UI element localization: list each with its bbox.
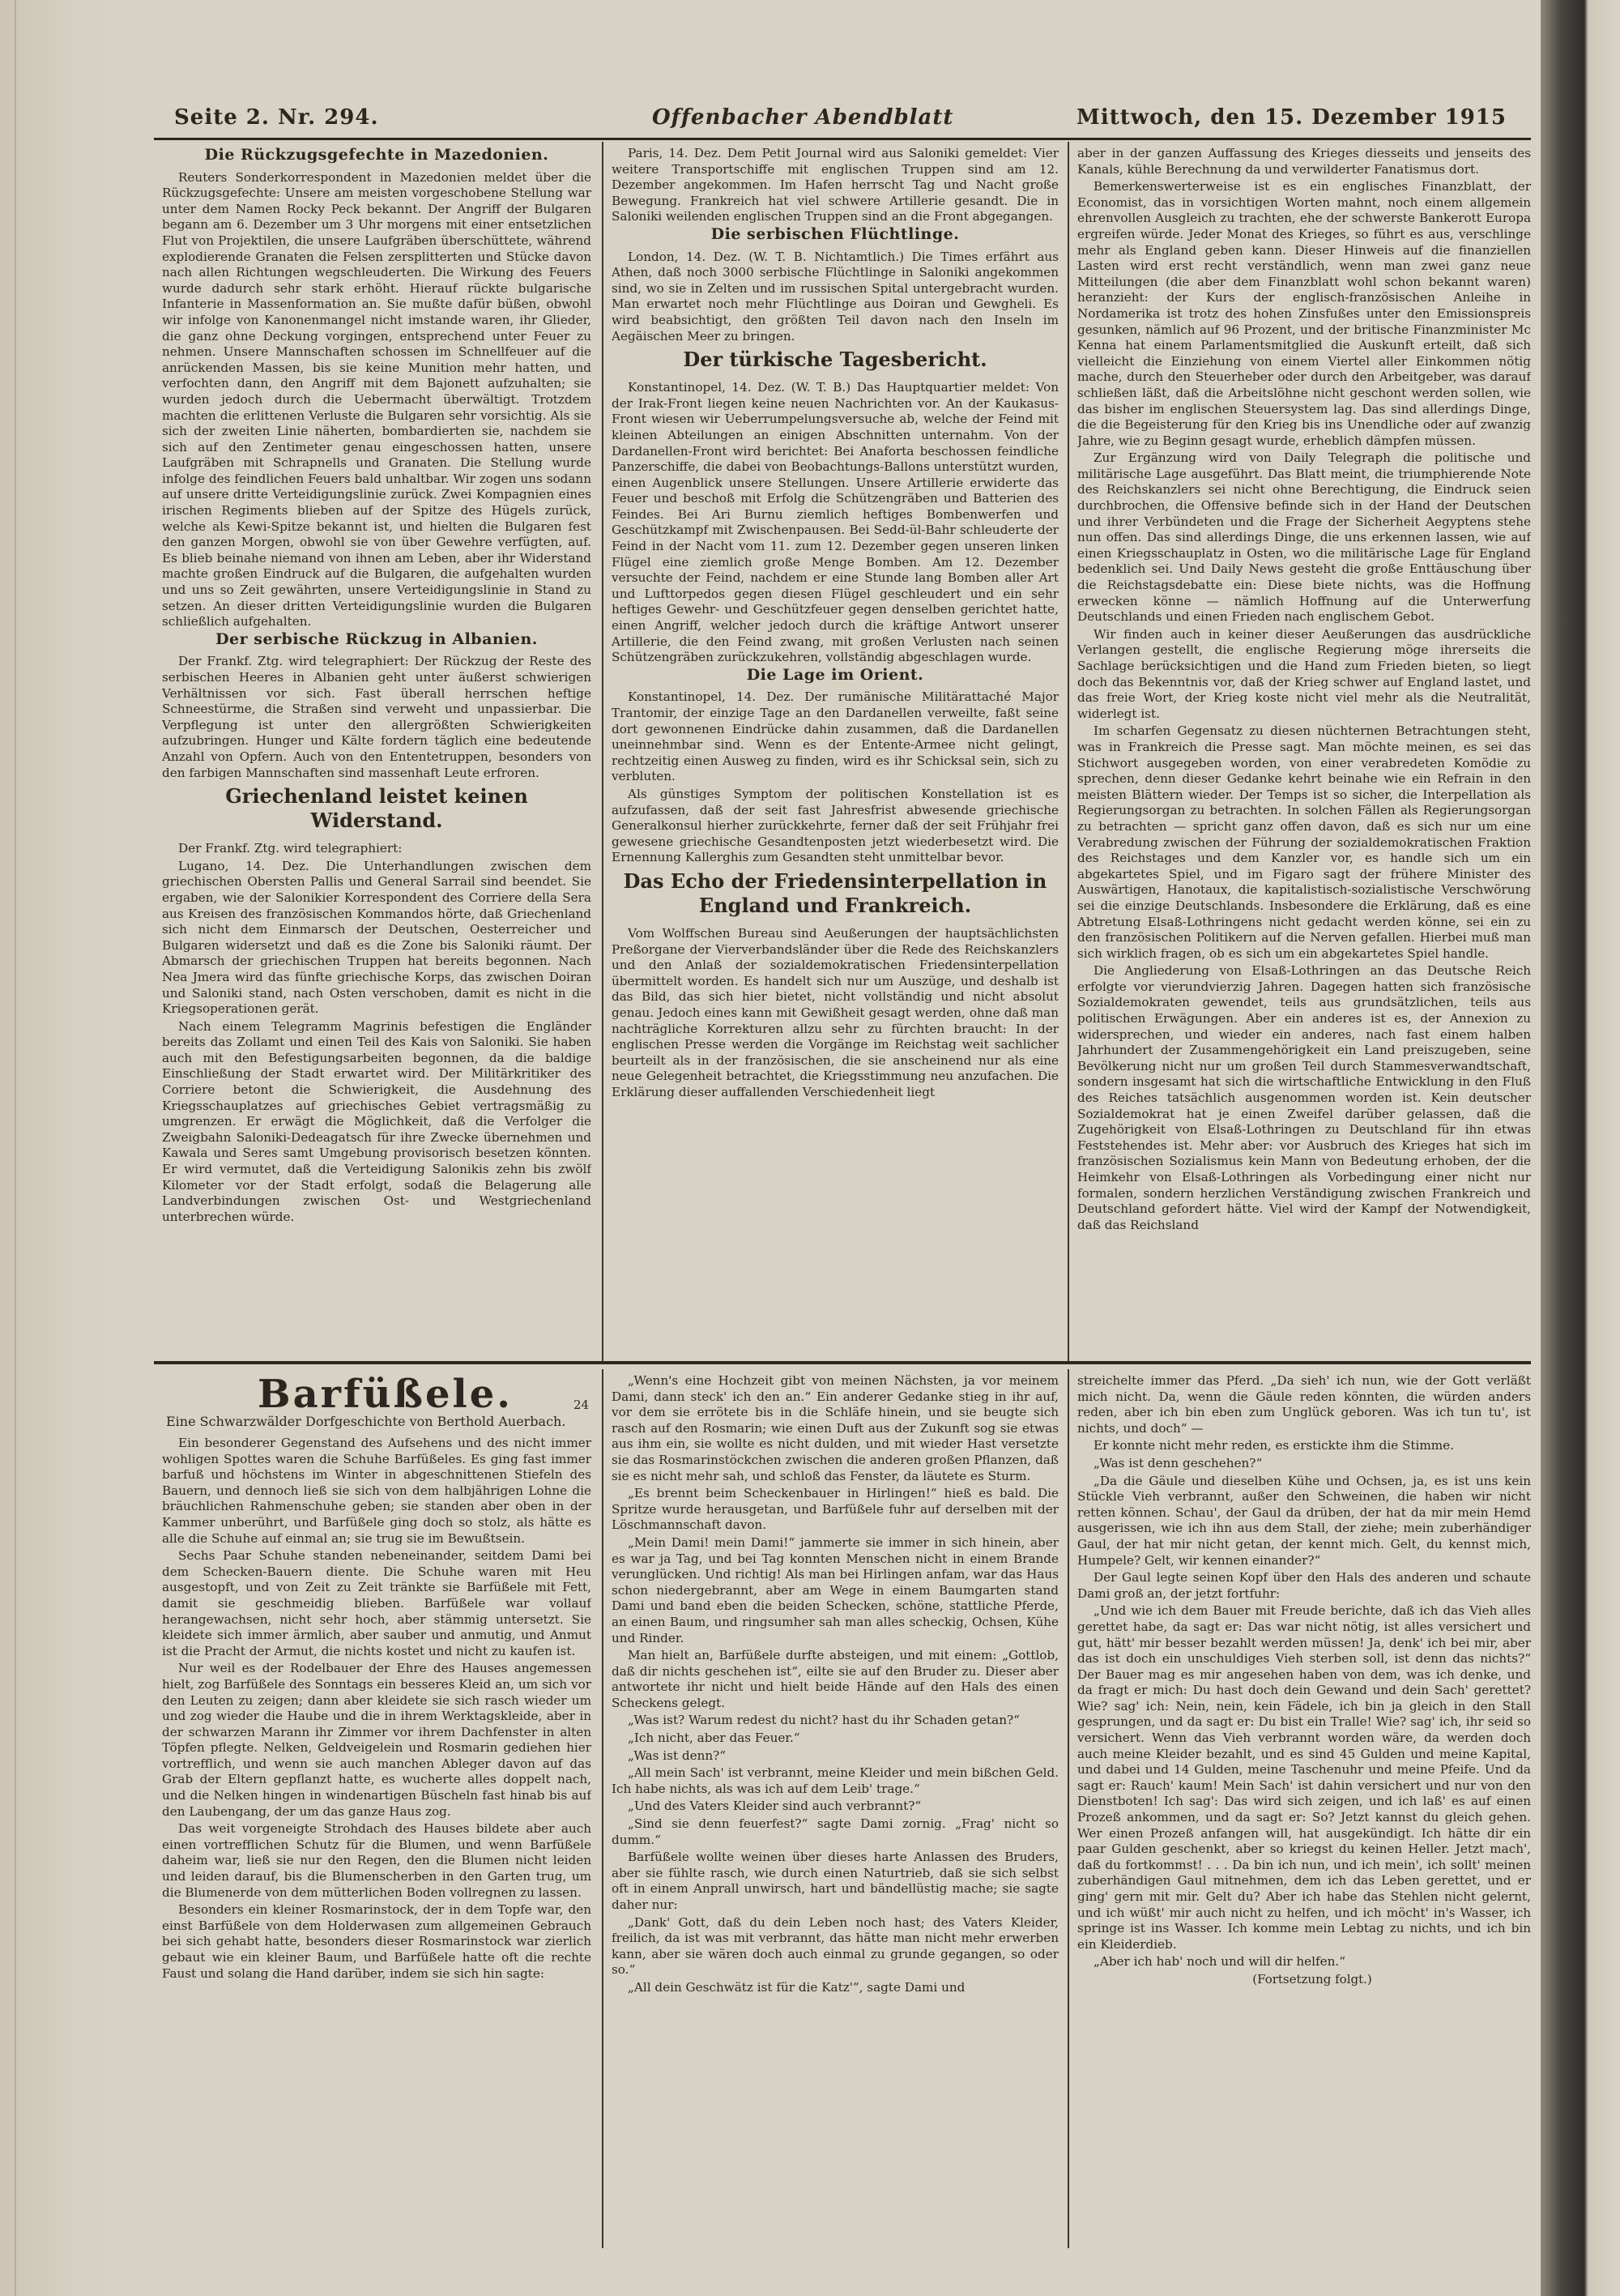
article-text: Reuters Sonderkorrespondent in Mazedonien meldet über die Rückzugsgefechte: Unsere am meisten vorgeschobene Stellung war unter dem Namen Rocky Peck bekannt. Der Angriff der Bulgaren begann am 6. Dezember um 3 Uhr morgens mit einer entsetzlichen Flut von Projektilen, die unsere Laufgräben überschüttete, während explodierende Granaten die Felsen zersplitterten und Stücke davon nach allen Richtungen wegschleuderten. Die Wirkung des Feuers wurde dadurch sehr stark erhöht. Hierauf rückte bulgarische Infanterie in Massenformation an. Sie mußte dafür büßen, obwohl wir infolge von Kanonenmangel nicht imstande waren, ihr Glieder, die ganz ohne Deckung vorgingen, entsprechend unter Feuer zu nehmen. Unsere Mannschaften schossen im Schnellfeuer auf die anrückenden Massen, bis sie keine Munition mehr hatten, und verfochten dann, den Angriff mit dem Bajonett aufzuhalten; sie wurden jedoch durch die Uebermacht überwältigt. Trotzdem machten die erlittenen Verluste die Bulgaren sehr vorsichtig. Als sie sich der zweiten Linie näherten, bombardierten sie, nachdem sie sich auf den Zentimeter genau eingeschossen hatten, unsere Laufgräben mit Schrapnells und Granaten. Die Stellung wurde infolge des feindlichen Feuers bald unhaltbar. Wir zogen uns sodann auf unsere dritte Verteidigungslinie zurück. Zwei Kompagnien eines irischen Regiments blieben auf der Spitze des Hügels zurück, welche als Kewi-Spitze bekannt ist, und hielten die Bulgaren fest den ganzen Morgen, obwohl sie von über Gewehre verfügten, auf. Es blieb beinahe niemand von ihnen am Leben, aber ihr Widerstand machte großen Eindruck auf die Bulgaren, die aufgehalten wurden und uns so Zeit gewährten, unsere Verteidigungslinie in Stand zu setzen. An dieser dritten Verteidigungslinie wurden die Bulgaren schließlich aufgehalten. bbox=[162, 169, 591, 629]
masthead-title: Offenbacher Abendblatt bbox=[652, 105, 954, 130]
story-text: Der Gaul legte seinen Kopf über den Hals des anderen und schaute Dami groß an, der jetzt fortfuhr: bbox=[1077, 1570, 1531, 1601]
story-text: „Wenn's eine Hochzeit gibt von meinen Nächsten, ja vor meinem Dami, dann steck' ich den an.“ Ein anderer Gedanke stieg in ihr auf, vor dem sie errötete bis in die Schläfe hinein, und sie beugte sich rasch auf den Rosmarin; wie einen Duft aus der Zukunft sog sie etwas aus ihm ein, sie wollte es nicht dulden, und mit wieder Hast versetzte sie das Rosmarinstöckchen zwischen die anderen großen Pflanzen, daß sie es nicht mehr sah, und schloß das Fenster, da läutete es Sturm. bbox=[612, 1373, 1059, 1483]
article-text: Paris, 14. Dez. Dem Petit Journal wird aus Saloniki gemeldet: Vier weitere Transportschiffe mit englischen Truppen sind am 12. Dezember angekommen. Im Hafen herrscht Tag und Nacht große Bewegung. Frankreich hat viel schwere Artillerie gesandt. Die in Saloniki weilenden englischen Truppen sind an die Front abgegangen. bbox=[612, 146, 1059, 224]
section-rule bbox=[154, 1361, 1531, 1364]
story-text: Er konnte nicht mehr reden, es erstickte ihm die Stimme. bbox=[1094, 1438, 1454, 1453]
headline-friedensinterpellation: Das Echo der Friedensinterpellation in England und Frankreich. bbox=[623, 868, 1047, 917]
column-3 bbox=[1077, 146, 1531, 1357]
story-text: „Und des Vaters Kleider sind auch verbrannt?“ bbox=[628, 1799, 922, 1814]
story-text: „All dein Geschwätz ist für die Katz'“, sagte Dami und bbox=[628, 1979, 966, 1995]
right-gutter-shadow bbox=[1541, 0, 1620, 2296]
headline-orient: Die Lage im Orient. bbox=[746, 665, 924, 684]
story-text: „Sind sie denn feuerfest?“ sagte Dami zornig. „Frag' nicht so dumm.“ bbox=[612, 1816, 1059, 1847]
story-text: streichelte immer das Pferd. „Da sieh' ich nun, wie der Gott verläßt mich nicht. Da, wenn die Gäule reden könnten, die würden anders reden, aber ich bin eben zum Unglück geboren. Was ich tun tu', ist nichts, und doch“ — bbox=[1077, 1373, 1531, 1436]
story-text: „Ich nicht, aber das Feuer.“ bbox=[628, 1731, 800, 1746]
article-text: Als günstiges Symptom der politischen Konstellation ist es aufzufassen, daß der seit fast Jahresfrist abwesende griechische Generalkonsul hierher zurückkehrte, ferner daß der seit Frühjahr frei gewesene griechische Gesandtenposten jetzt wiederbesetzt wird. Die Ernennung Kallerghis zum Gesandten steht unmittelbar bevor. bbox=[612, 786, 1059, 865]
story-text: „Und wie ich dem Bauer mit Freude berichte, daß ich das Vieh alles gerettet habe, da sagt er: Das war nicht nötig, ist alles versichert und gut, hätt' mir besser bezahlt werden müssen! Ja, denk' ich bei mir, aber das ist doch ein unschuldiges Vieh sterben soll, ist denn das nichts?“ Der Bauer mag es mir angesehen haben von dem, was ich denke, und da fragt er mich: Du hast doch dein Gewand und dein Sach' gerettet? Wie? sag' ich: Nein, nein, kein Fädele, ich bin ja gleich in den Stall gesprungen, und da sagt er: Du bist ein Tralle! Wie? sag' ich, ihr seid so versichert. Wenn das Vieh verbrannt worden wäre, da werden doch auch meine Kleider bezahlt, und es sind 45 Gulden und meine Kapital, und dabei und 14 Gulden, meine Taschenuhr und meine Pfeife. Und da sagt er: Rauch' kaum! Mein Sach' ist dahin versichert und nur von den Dienstboten! Ich sag': Das wird sich zeigen, und ich laß' es auf einen Prozeß ankommen, und da sagt er: So? Jetzt kannst du gleich gehen. Wer einen Prozeß anfangen will, hat ausgekündigt. Ich hätte dir ein paar Gulden geschenkt, aber so kriegst du keinen Heller. Jetzt mach', daß du fortkommst! . . . Da bin ich nun, und ich mein', ich sollt' meinen zuberhändigen Gaul mitnehmen, dem ich das Leben gerettet, und er ging' gern mit mir. Gelt du? Aber ich habe das Stehlen nicht gelernt, und ich wüßt' mir auch nicht zu helfen, und ich möcht' in's Wasser, ich springe ist ins Wasser. Ich komme mein Lebtag zu nichts, und ich bin ein Kleiderdieb. bbox=[1077, 1603, 1531, 1952]
story-column-2 bbox=[612, 1373, 1059, 2256]
article-text: Im scharfen Gegensatz zu diesen nüchternen Betrachtungen steht, was in Frankreich die Presse sagt. Man möchte meinen, es sei das Stichwort ausgegeben worden, von einer verabredeten Komödie zu sprechen, denn dieser Gedanke kehrt beinahe wie ein Refrain in den meisten Blättern wieder. Der Temps ist so sicher, die Interpellation als Regierungsorgan zu betrachten. In solchen Fällen als Regierungsorgan zu betrachten — spricht ganz offen davon, daß es sich nur um eine Verabredung zwischen der Führung der sozialdemokratischen Fraktion des Reichstages und dem Kanzler vor, es handle sich um ein abgekartetes Spiel, und im Figaro sagt der frühere Minister des Auswärtigen, Hanotaux, die kapitalistisch-sozialistische Verschwörung sei die einzige Deutschlands. Insbesondere die Erklärung, daß es eine Abtretung Elsaß-Lothringens nicht gedacht werden könne, sei ein zu den französischen Politikern auf die Nerven gefallen. Hierbei muß man sich wirklich fragen, ob es sich um ein abgekartetes Spiel handle. bbox=[1077, 723, 1531, 961]
installment-number: 24 bbox=[573, 1398, 590, 1412]
article-text: Der Frankf. Ztg. wird telegraphiert: bbox=[178, 841, 403, 856]
article-text: Vom Wolffschen Bureau sind Aeußerungen der hauptsächlichsten Preßorgane der Vierverbandsländer über die Rede des Reichskanzlers und den Anlaß der sozialdemokratischen Friedensinterpellation übermittelt worden. Es handelt sich nur um Auszüge, und deshalb ist das Bild, das sich hier bietet, nicht vollständig und nicht absolut genau. Jedoch eines kann mit Gewißheit gesagt werden, ohne daß man nachträgliche Korrekturen allzu sehr zu fürchten braucht: In der englischen Presse werden die Vorgänge im Reichstag weit sachlicher beurteilt als in der französischen, die sie anscheinend nur als eine neue Gelegenheit betrachtet, die Kriegsstimmung neu anzufachen. Die Erklärung dieser auffallenden Verschiedenheit liegt bbox=[612, 925, 1059, 1099]
story-text: „Aber ich hab' noch und will dir helfen.“ bbox=[1094, 1954, 1345, 1970]
story-text: „Mein Dami! mein Dami!“ jammerte sie immer in sich hinein, aber es war ja Tag, und bei Tag konnten Menschen nicht in einem Brande verunglücken. Und richtig! Als man bei Hirlingen anfam, war das Haus schon niedergebrannt, aber am Wege in einem Baumgarten stand Dami und band eben die beiden Schecken, schöne, stattliche Pferde, an einen Baum, und ringsumher sah man alles scheckig, Ochsen, Kühe und Rinder. bbox=[612, 1534, 1059, 1645]
story-text: „Was ist denn?“ bbox=[628, 1748, 727, 1763]
article-text: Konstantinopel, 14. Dez. Der rumänische Militärattaché Major Trantomir, der einzige Tage an den Dardanellen verweilte, faßt seine dort gewonnenen Eindrücke dahin zusammen, daß die Dardanellen uneinnehmbar sind. Wenn es der Entente-Armee nicht gelingt, rechtzeitig einen Ausweg zu finden, wird es ihr Schicksal sein, sich zu verbluten. bbox=[612, 689, 1059, 784]
article-text: Wir finden auch in keiner dieser Aeußerungen das ausdrückliche Verlangen gestellt, die englische Regierung möge ihrerseits die Sachlage berücksichtigen und die Hand zum Frieden bieten, so liegt doch das Bekenntnis vor, daß der Krieg schwer auf England lastet, und das freie Wort, der Krieg koste nicht viel mehr als die Neutralität, widerlegt ist. bbox=[1077, 626, 1531, 721]
story-text: Ein besonderer Gegenstand des Aufsehens und des nicht immer wohligen Spottes waren die Schuhe Barfüßeles. Es ging fast immer barfuß und höchstens im Winter in abgeschnittenen Stiefeln des Bauern, und dennoch ließ sie sich von dem halbjährigen Lohne die bräuchlichen Rahmenschuhe geben; sie standen aber oben in der Kammer unberührt, und Barfüßele ging doch so stolz, als hätte es alle die Schuhe auf einmal an; sie trug sie im Bewußtsein. bbox=[162, 1436, 591, 1546]
story-subtitle: Eine Schwarzwälder Dorfgeschichte von Berthold Auerbach. bbox=[166, 1414, 566, 1429]
article-text: Konstantinopel, 14. Dez. (W. T. B.) Das Hauptquartier meldet: Von der Irak-Front liegen keine neuen Nachrichten vor. An der Kaukasus-Front wiesen wir Ueberrumpelungsversuche ab, welche der Feind mit kleinen Abteilungen an einigen Abschnitten unternahm. Von der Dardanellen-Front wird berichtet: Bei Anaforta beschossen feindliche Panzerschiffe, die dabei von Beobachtungs-Ballons unterstützt wurden, einen Augenblick unsere Stellungen. Unsere Artillerie erwiderte das Feuer und beschoß mit Erfolg die Schützengräben und Batterien des Feindes. Bei Ari Burnu ziemlich heftiges Bombenwerfen und Geschützkampf mit Zwischenpausen. Bei Sedd-ül-Bahr schleuderte der Feind in der Nacht vom 11. zum 12. Dezember gegen unseren linken Flügel eine ziemlich große Menge Bomben. Am 12. Dezember versuchte der Feind, nachdem er eine Stunde lang Bomben aller Art und Lufttorpedos gegen diesen Flügel geschleudert und ein sehr heftiges Gewehr- und Geschützfeuer gegen denselben gerichtet hatte, einen Angriff, welcher jedoch durch die kräftige Antwort unserer Artillerie, die den Feind zwang, mit großen Verlusten nach seinen Schützengräben zurückzukehren, vollständig abgeschlagen wurde. bbox=[612, 380, 1059, 665]
column-1 bbox=[162, 146, 591, 1357]
article-text: Nach einem Telegramm Magrinis befestigen die Engländer bereits das Zollamt und einen Teil des Kais von Saloniki. Sie haben auch mit den Befestigungsarbeiten begonnen, da die baldige Einschließung der Stadt erwartet wird. Der Militärkritiker des Corriere betont die Schwierigkeit, die Ausdehnung des Kriegsschauplatzes auf griechisches Gebiet vertragsmäßig zu umgrenzen. Er erwägt die Möglichkeit, daß die Verfolger die Zweigbahn Saloniki-Dedeagatsch für ihre Zwecke übernehmen und Kawala und Seres samt Umgebung provisorisch besetzen könnten. Er wird vermutet, daß die Verteidigung Salonikis zehn bis zwölf Kilometer vor der Stadt erfolgt, sodaß die Belagerung alle Landverbindungen zwischen Ost- und Westgriechenland unterbrechen würde. bbox=[162, 1018, 591, 1224]
story-text: Nur weil es der Rodelbauer der Ehre des Hauses angemessen hielt, zog Barfüßele des Sonntags ein besseres Kleid an, um sich vor den Leuten zu zeigen; dann aber kleidete sie sich rasch wieder um und zog wieder die Haube und die in ihrem Werktagskleide, aber in der schwarzen Marann ihr Zimmer vor ihrem Dachfenster in alten Töpfen pflegte. Nelken, Geldveigelein und Rosmarin gediehen hier vortrefflich, und wenn sie auch manchen Ableger davon auf das Grab der Eltern gepflanzt hatte, es wucherte alles doppelt nach, und die Nelken hingen in windenartigen Büscheln fast hinab bis auf den Laubengang, der um das ganze Haus zog. bbox=[162, 1661, 591, 1819]
article-text: London, 14. Dez. (W. T. B. Nichtamtlich.) Die Times erfährt aus Athen, daß noch 3000 serbische Flüchtlinge in Saloniki angekommen sind, wo sie in Zelten und im russischen Spital untergebracht wurden. Man erwartet noch mehr Flüchtlinge aus Doiran und Gewgheli. Es wird beabsichtigt, den größten Teil davon nach den Inseln im Aegäischen Meer zu bringen. bbox=[612, 249, 1059, 344]
headline-tagesbericht: Der türkische Tagesbericht. bbox=[683, 348, 987, 372]
story-text: „Da die Gäule und dieselben Kühe und Ochsen, ja, es ist uns kein Stückle Vieh verbrannt, außer den Schweinen, die haben wir nicht retten können. Schau', der Gaul da drüben, der hat da mir mein Hemd ausgerissen, wie ich ihn aus dem Stall, der ziehe; mein zuberhändiger Gaul, der hat mir nicht getan, der kennt mich. Gelt, du kennst mich, Humpele? Gelt, wir kennen einander?“ bbox=[1077, 1473, 1531, 1568]
article-text: aber in der ganzen Auffassung des Krieges diesseits und jenseits des Kanals, kühle Berechnung da und verwilderter Fanatismus dort. bbox=[1077, 146, 1531, 177]
headline-fluechtlinge: Die serbischen Flüchtlinge. bbox=[710, 224, 960, 243]
column-rule bbox=[602, 1369, 603, 2248]
story-text: Das weit vorgeneigte Strohdach des Hauses bildete aber auch einen vortrefflichen Schutz für die Blumen, und wenn Barfüßele daheim war, ließ sie nur den Regen, den die Blumen nicht leiden und leiden darauf, bis die Blumenscherben in den Garten trug, um die Blumenerde von dem mütterlichen Boden vollregnen zu lassen. bbox=[162, 1821, 591, 1900]
article-text: Zur Ergänzung wird von Daily Telegraph die politische und militärische Lage ausgeführt. Das Blatt meint, die triumphierende Note des Reichskanzlers sei nicht ohne Berechtigung, die Eindruck seien durchbrochen, die Offensive befinde sich in der Hand der Deutschen und ihrer Verbündeten und die Frage der Sicherheit Aegyptens stehe nun offen. Das sind allerdings Dinge, die uns erkennen lassen, wie auf einen Kriegsschauplatz in Osten, wo die militärische Lage für England bedenklich sei. Und Daily News gesteht die große Enttäuschung über die Reichstagsdebatte ein: Diese biete nichts, was die Hoffnung erwecken könne — nämlich Hoffnung auf die Unterwerfung Deutschlands und einen Frieden nach englischem Gebot. bbox=[1077, 450, 1531, 625]
story-text: „Was ist denn geschehen?“ bbox=[1094, 1455, 1263, 1470]
article-text: Lugano, 14. Dez. Die Unterhandlungen zwischen dem griechischen Obersten Pallis und General Sarrail sind beendet. Sie ergaben, wie der Salonikier Korrespondent des Corriere della Sera aus Kreisen des französischen Kommandos hörte, daß Griechenland sich nicht dem Einmarsch der Deutschen, Oesterreicher und Bulgaren widersetzt und daß es die Zone bis Saloniki räumt. Der Abmarsch der griechischen Truppen hat bereits begonnen. Nach Nea Jmera wird das fünfte griechische Korps, das zwischen Doiran und Saloniki stand, nach Osten verschoben, damit es nicht in die Kriegsoperationen gerät. bbox=[162, 858, 591, 1017]
column-rule bbox=[1068, 1369, 1069, 2248]
page-header bbox=[150, 105, 1531, 139]
story-text: „Es brennt beim Scheckenbauer in Hirlingen!“ hieß es bald. Die Spritze wurde herausgetan, und Barfüßele fuhr auf derselben mit der Löschmannschaft davon. bbox=[612, 1486, 1059, 1533]
story-title: Barfüßele. bbox=[258, 1372, 513, 1417]
article-text: Der Frankf. Ztg. wird telegraphiert: Der Rückzug der Reste des serbischen Heeres in Albanien geht unter äußerst schwierigen Verhältnissen vor sich. Fast überall herrschen heftige Schneestürme, die Straßen sind verweht und unpassierbar. Die Verpflegung ist unter den allergrößten Schwierigkeiten aufzubringen. Hunger und Kälte fordern täglich eine bedeutende Anzahl von Opfern. Auch von den Ententetruppen, besonders von den farbigen Mannschaften sind massenhaft Leute erfroren. bbox=[162, 654, 591, 780]
issue-date: Mittwoch, den 15. Dezember 1915 bbox=[1076, 105, 1507, 130]
story-text: „All mein Sach' ist verbrannt, meine Kleider und mein bißchen Geld. Ich habe nichts, als was ich auf dem Leib' trage.“ bbox=[612, 1765, 1059, 1796]
story-text: Man hielt an, Barfüßele durfte absteigen, und mit einem: „Gottlob, daß dir nichts geschehen ist“, eilte sie auf den Bruder zu. Dieser aber antwortete ihr nicht und hielt beide Hände auf den Hals des einen Scheckens gelegt. bbox=[612, 1648, 1059, 1710]
story-text: „Was ist? Warum redest du nicht? hast du ihr Schaden getan?“ bbox=[628, 1713, 1020, 1728]
article-text: Die Angliederung von Elsaß-Lothringen an das Deutsche Reich erfolgte vor vierundvierzig Jahren. Dagegen hatten sich französische Sozialdemokraten gewendet, teils aus grundsätzlichen, teils aus politischen Erwägungen. Aber ein anderes ist es, der Annexion zu widersprechen, und wieder ein anderes, nach fast einem halben Jahrhundert der Zusammengehörigkeit ein Land preiszugeben, seine Bevölkerung nicht nur um großen Teil durch Stammesverwandtschaft, sondern insgesamt hat sich die wirtschaftliche Entwicklung in den Fluß des Reiches tatsächlich ausgenommen worden ist. Kein deutscher Sozialdemokrat hat je einen Zweifel darüber gelassen, daß die Zugehörigkeit von Elsaß-Lothringen zu Deutschland für ihn etwas Feststehendes ist. Mehr aber: vor Ausbruch des Krieges hat sich im französischen Sozialismus kein Mann von Bedeutung erhoben, der die Heimkehr von Elsaß-Lothringen als Vorbedingung einer nicht nur formalen, sondern herzlichen Verständigung zwischen Frankreich und Deutschland gefordert hätte. Viel wird der Kampf der Notwendigkeit, daß das Reichsland bbox=[1077, 963, 1531, 1232]
page-number: Seite 2. Nr. 294. bbox=[174, 105, 379, 130]
headline-griechenland: Griechenland leistet keinen Widerstand. bbox=[225, 784, 528, 833]
column-rule bbox=[1068, 142, 1069, 1361]
story-text: „Dank' Gott, daß du dein Leben noch hast; des Vaters Kleider, freilich, da ist was mit verbrannt, das hätte man nicht mehr erwerben kann, aber sie wären doch auch einmal zu grunde gegangen, so oder so.“ bbox=[612, 1914, 1059, 1978]
article-text: Bemerkenswerterweise ist es ein englisches Finanzblatt, der Economist, das in vorsichtigen Worten mahnt, noch einem allgemein ehrenvollen Ausgleich zu trachten, ehe der schwerste Bankerott Europa ergreifen würde. Jeder Monat des Krieges, so führt es aus, verschlinge mehr als England geben kann. Dieser Hinweis auf die finanziellen Lasten wird erst recht verständlich, wenn man zwei ganz neue Mitteilungen (die aber dem Finanzblatt wohl schon bekannt waren) heranzieht: der Kurs der englisch-französischen Anleihe in Nordamerika ist trotz des hohen Zinsfußes unter den Emissionspreis gesunken, nämlich auf 96 Prozent, und der britische Finanzminister Mc Kenna hat einem Parlamentsmitglied die Auskunft erteilt, daß sich vielleicht die Einziehung von einem Viertel aller Einkommen nötig mache, durch den Steuerheber oder durch den Arbeitgeber, was darauf schließen läßt, daß die Arbeitslöhne nicht geschont werden sollen, wie das bisher im englischen Steuersystem lag. Das sind allerdings Dinge, die die Begeisterung für den Krieg bis ins Unendliche oder auf zwanzig Jahre, wie zu Beginn gesagt wurde, erheblich dämpfen müssen. bbox=[1077, 179, 1531, 448]
story-column-1 bbox=[162, 1436, 591, 2254]
left-binding-edge bbox=[0, 0, 122, 2296]
story-text: Barfüßele wollte weinen über dieses harte Anlassen des Bruders, aber sie fühlte rasch, wie durch einen Naturtrieb, daß sie sich selbst oft in einem Anprall unwirsch, hart und bändellüstig mache; sie sagte daher nur: bbox=[612, 1850, 1059, 1912]
headline-mazedonien: Die Rückzugsgefechte in Mazedonien. bbox=[204, 146, 549, 164]
headline-albanien: Der serbische Rückzug in Albanien. bbox=[215, 629, 538, 648]
column-2 bbox=[612, 146, 1059, 1357]
story-text: Sechs Paar Schuhe standen nebeneinander, seitdem Dami bei dem Schecken-Bauern diente. Die Schuhe waren mit Heu ausgestopft, und von Zeit zu Zeit tränkte sie Barfüßele mit Fett, damit sie geschmeidig blieben. Barfüßele war vollauf herangewachsen, nicht sehr hoch, aber stämmig untersetzt. Sie kleidete sich immer ärmlich, aber sauber und anmutig, und Anmut ist die Pracht der Armut, die nichts kostet und nicht zu kaufen ist. bbox=[162, 1548, 591, 1658]
column-rule bbox=[602, 142, 603, 1361]
story-column-3 bbox=[1077, 1373, 1531, 2256]
header-rule bbox=[154, 138, 1531, 140]
story-text: Besonders ein kleiner Rosmarinstock, der in dem Topfe war, den einst Barfüßele von dem Holderwasen zum allgemeinen Gebrauch bei sich gehabt hatte, besonders dieser Rosmarinstock war zierlich gebaut wie ein kleiner Baum, und Barfüßele hatte oft die rechte Faust und solang die Hand darüber, indem sie sich hin sagte: bbox=[162, 1902, 591, 1981]
continuation-note: (Fortsetzung folgt.) bbox=[1252, 1971, 1372, 1987]
